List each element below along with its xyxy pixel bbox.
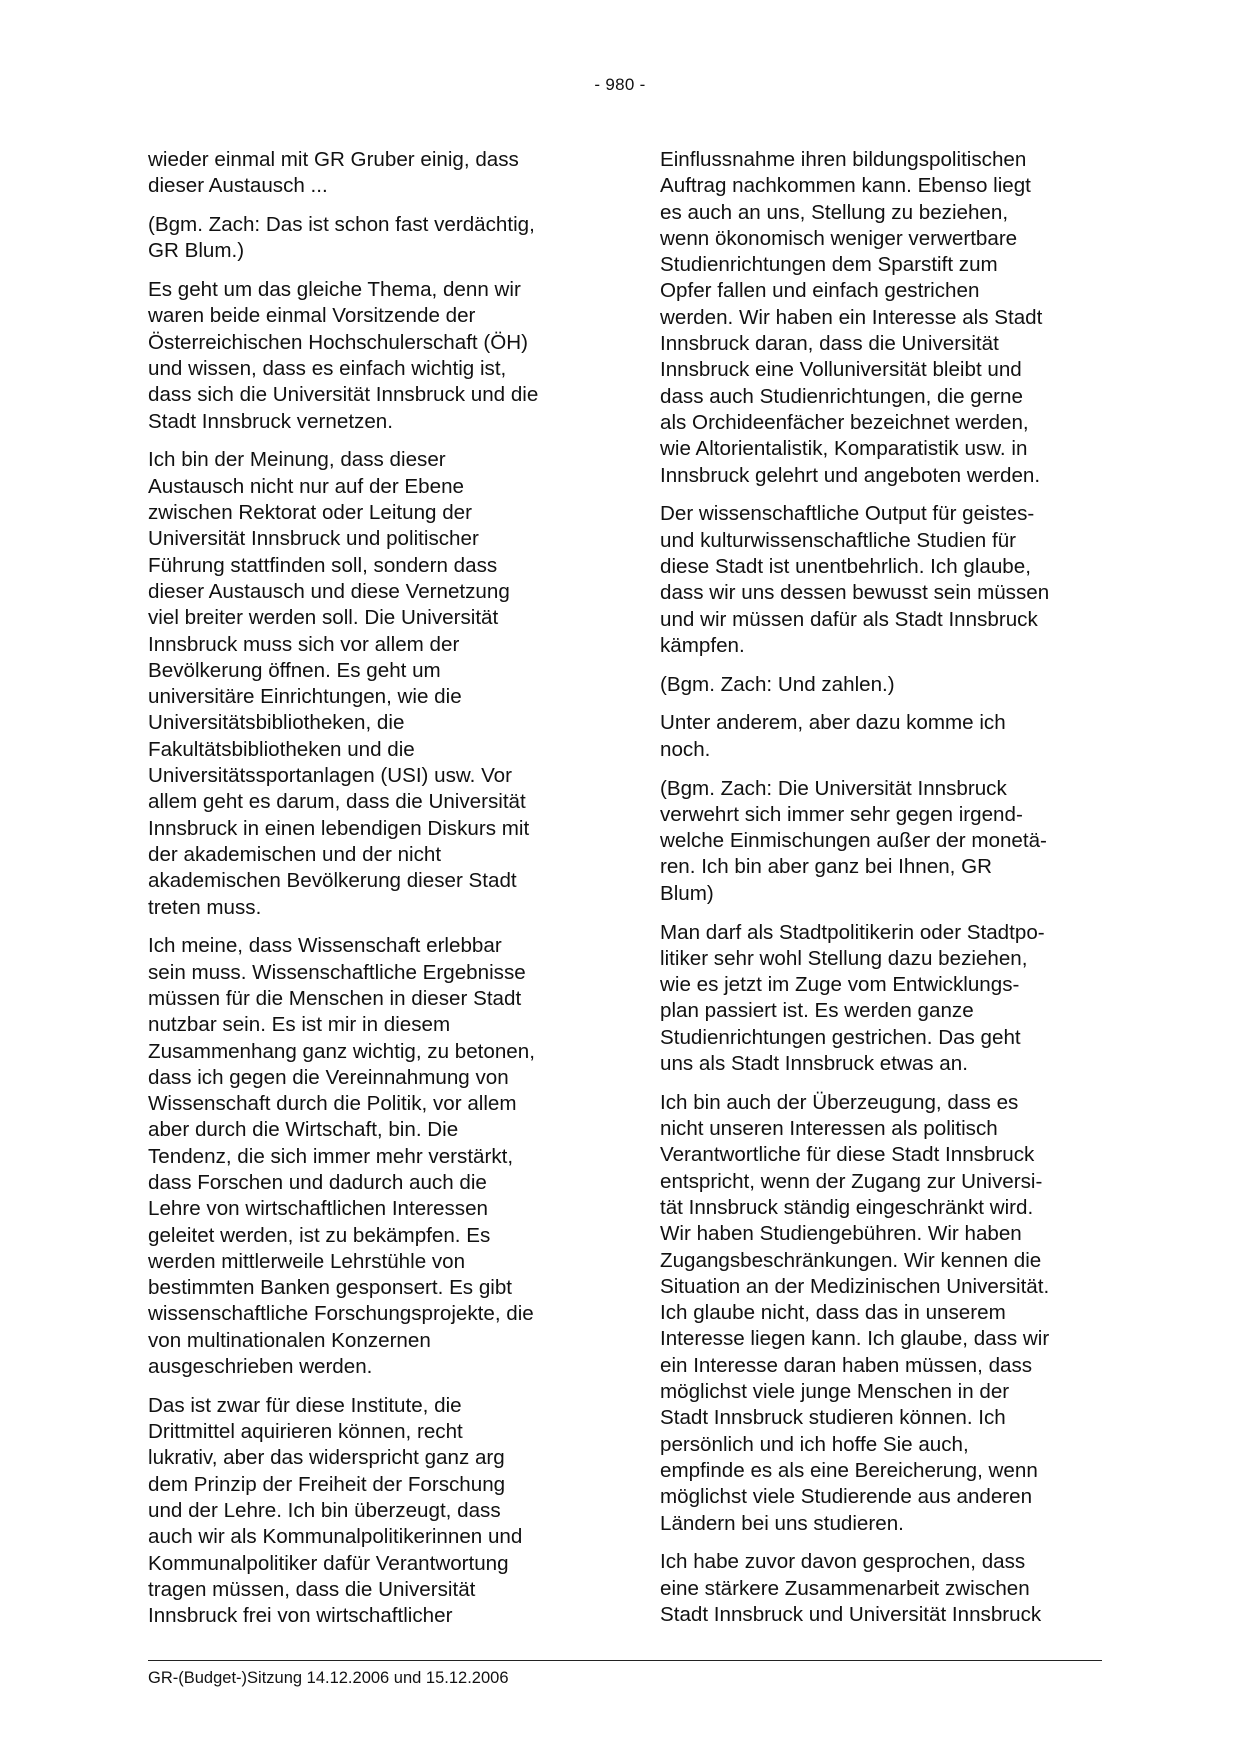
paragraph: Das ist zwar für diese Institute, die Drittmittel aquirieren können, recht lukrativ, aber das widerspricht ganz arg dem Prinzip der Freiheit der Forschung und der Lehre. Ich bin überzeugt, dass auch wir als Kommunalpolitikerinnen und Kommunalpolitiker dafür Verantwortung tragen müssen, dass die Universität Innsbruck frei von wirtschaftlicher [148, 1393, 523, 1628]
paragraph: Ich habe zuvor davon gesprochen, dass eine stärkere Zusammenarbeit zwischen Stadt Innsbruck und Universität Innsbruck [660, 1550, 1042, 1626]
paragraph: Unter anderem, aber dazu komme ich noch. [660, 711, 1006, 761]
left-column [148, 147, 588, 1642]
footer-session-date: GR-(Budget-)Sitzung 14.12.2006 und 15.12.2006 [148, 1669, 509, 1687]
paragraph: Ich bin der Meinung, dass dieser Austausch nicht nur auf der Ebene zwischen Rektorat oder Leitung der Universität Innsbruck und politischer Führung stattfinden soll, sondern dass dieser Austausch und diese Vernetzung viel breiter werden soll. Die Universität Innsbruck muss sich vor allem der Bevölkerung öffnen. Es geht um universitäre Einrichtungen, wie die Universitätsbibliotheken, die Fakultätsbibliotheken und die Universitätssportanlagen (USI) usw. Vor allem geht es darum, dass die Universität Innsbruck in einen lebendigen Diskurs mit der akademischen und der nicht akademischen Bevölkerung dieser Stadt treten muss. [148, 448, 530, 919]
right-column [660, 147, 1100, 1641]
paragraph: Es geht um das gleiche Thema, denn wir waren beide einmal Vorsitzende der Österreichischen Hochschulerschaft (ÖH) und wissen, dass es einfach wichtig ist, dass sich die Universität Innsbruck und die Stadt Innsbruck vernetzen. [148, 278, 539, 433]
paragraph: Ich bin auch der Überzeugung, dass es nicht unseren Interessen als politisch Verantwortliche für diese Stadt Innsbruck entspricht, wenn der Zugang zur Universi- tät Innsbruck ständig eingeschränkt wird. Wir haben Studiengebühren. Wir haben Zugangsbeschränkungen. Wir kennen die Situation an der Medizinischen Universität. Ich glaube nicht, dass das in unserem Interesse liegen kann. Ich glaube, dass wir ein Interesse daran haben müssen, dass möglichst viele junge Menschen in der Stadt Innsbruck studieren können. Ich persönlich und ich hoffe Sie auch, empfinde es als eine Bereicherung, wenn möglichst viele Studierende aus anderen Ländern bei uns studieren. [660, 1090, 1050, 1535]
page-number: - 980 - [594, 75, 646, 94]
paragraph: Einflussnahme ihren bildungspolitischen Auftrag nachkommen kann. Ebenso liegt es auch an uns, Stellung zu beziehen, wenn ökonomisch weniger verwertbare Studienrichtungen dem Sparstift zum Opfer fallen und einfach gestrichen werden. Wir haben ein Interesse als Stadt Innsbruck daran, dass die Universität Innsbruck eine Volluniversität bleibt und dass auch Studienrichtungen, die gerne als Orchideenfächer bezeichnet werden, wie Altorientalistik, Komparatistik usw. in Innsbruck gelehrt und angeboten werden. [660, 148, 1043, 487]
paragraph: (Bgm. Zach: Die Universität Innsbruck verwehrt sich immer sehr gegen irgend- welche Einmischungen außer der monetä- ren. Ich bin aber ganz bei Ihnen, GR Blum) [660, 776, 1047, 905]
footer-divider [148, 1660, 1102, 1661]
paragraph: Man darf als Stadtpolitikerin oder Stadtpo- litiker sehr wohl Stellung dazu beziehen, wie es jetzt im Zuge vom Entwicklungs- plan passiert ist. Es werden ganze Studienrichtungen gestrichen. Das geht uns als Stadt Innsbruck etwas an. [660, 920, 1045, 1075]
paragraph: Ich meine, dass Wissenschaft erlebbar sein muss. Wissenschaftliche Ergebnisse müssen für die Menschen in dieser Stadt nutzbar sein. Es ist mir in diesem Zusammenhang ganz wichtig, zu betonen, dass ich gegen die Vereinnahmung von Wissenschaft durch die Politik, vor allem aber durch die Wirtschaft, bin. Die Tendenz, die sich immer mehr verstärkt, dass Forschen und dadurch auch die Lehre von wirtschaftlichen Interessen geleitet werden, ist zu bekämpfen. Es werden mittlerweile Lehrstühle von bestimmten Banken gesponsert. Es gibt wissenschaftliche Forschungsprojekte, die von multinationalen Konzernen ausgeschrieben werden. [148, 934, 535, 1379]
paragraph: (Bgm. Zach: Das ist schon fast verdächtig, GR Blum.) [148, 213, 535, 263]
paragraph: Der wissenschaftliche Output für geistes- und kulturwissenschaftliche Studien für diese Stadt ist unentbehrlich. Ich glaube, dass wir uns dessen bewusst sein müssen und wir müssen dafür als Stadt Innsbruck kämpfen. [660, 502, 1050, 657]
paragraph: (Bgm. Zach: Und zahlen.) [660, 672, 895, 696]
paragraph: wieder einmal mit GR Gruber einig, dass dieser Austausch ... [148, 148, 519, 198]
